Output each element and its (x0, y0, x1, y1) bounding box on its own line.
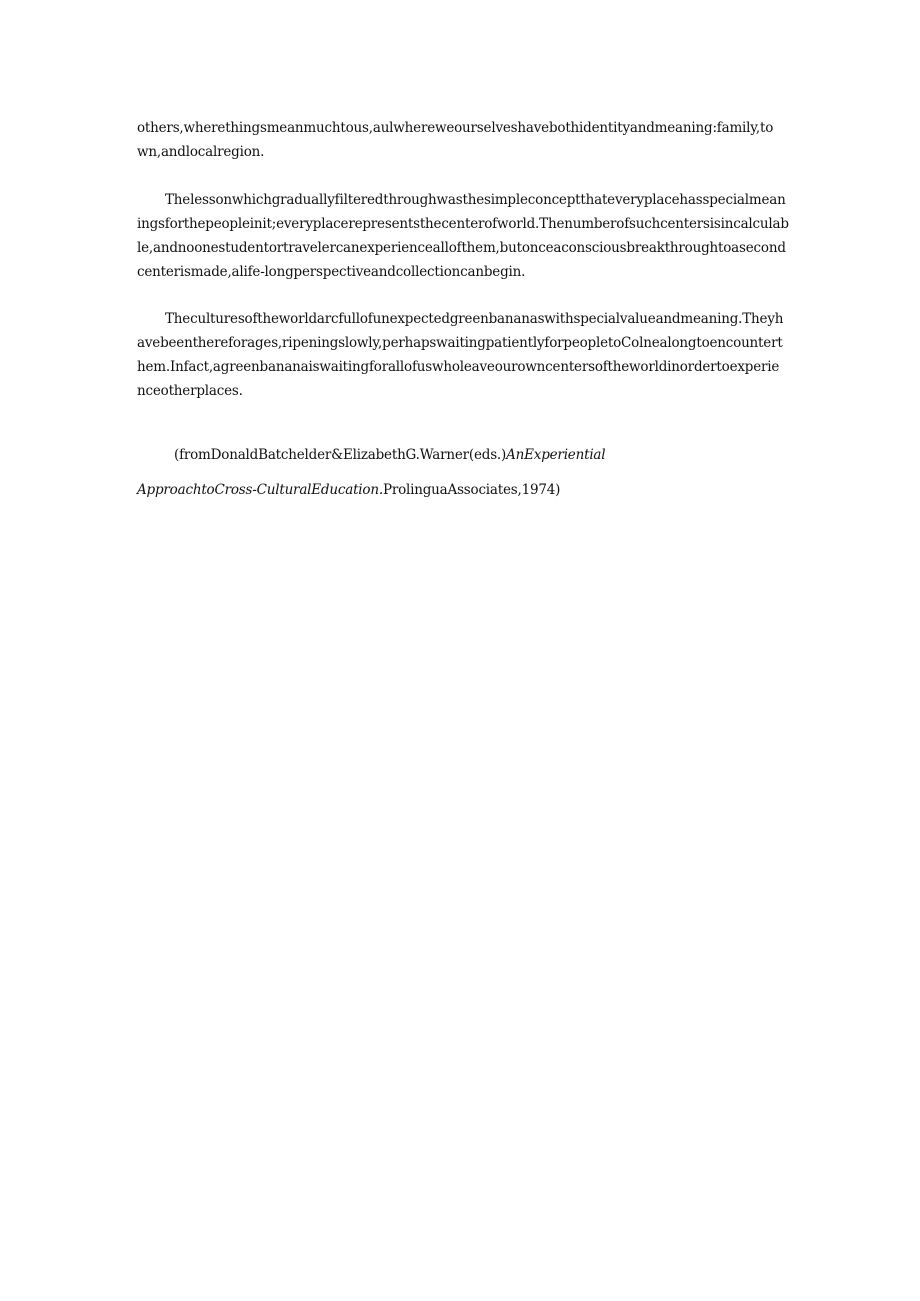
paragraph-3-line-4: nceotherplaces. (137, 383, 243, 399)
paragraph-3-line-1: Theculturesoftheworldarcfullofunexpectedgreenbananaswithspecialvalueandmeaning.Theyh (165, 311, 784, 327)
citation-title-part-2: ApproachtoCross-CulturalEducation. (137, 482, 383, 498)
paragraph-3-line-3: hem.Infact,agreenbananaiswaitingforallofuswholeaveourowncentersoftheworldinordertoexperie (137, 359, 780, 375)
citation-source-text: (fromDonaldBatchelder&ElizabethG.Warner(eds.) (174, 447, 507, 463)
paragraph-2-line-4: centerismade,alife-longperspectiveandcollectioncanbegin. (137, 264, 526, 280)
paragraph-2-line-2: ingsforthepeopleinit;everyplacerepresentsthecenterofworld.Thenumberofsuchcentersisincalculab (137, 216, 789, 232)
paragraph-1-line-2: wn,andlocalregion. (137, 144, 265, 160)
paragraph-1-line-1: others,wherethingsmeanmuchtous,aulwhereweourselveshavebothidentityandmeaning:family,to (137, 120, 774, 136)
paragraph-2-line-1: Thelessonwhichgraduallyfilteredthroughwasthesimpleconceptthateveryplacehasspecialmean (165, 192, 786, 208)
citation-line-2 (137, 480, 560, 500)
paragraph-3-line-2: avebeenthereforages,ripeningslowly,perhapswaitingpatientlyforpeopletoColnealongtoencountert (137, 335, 783, 351)
citation-publisher: ProlinguaAssociates,1974) (382, 482, 561, 498)
citation-line-1 (174, 445, 605, 465)
citation-title-part-1: AnExperiential (506, 447, 606, 463)
paragraph-2-line-3: le,andnoonestudentortravelercanexperienceallofthem,butonceaconsciousbreakthroughtoasecond (137, 240, 786, 256)
